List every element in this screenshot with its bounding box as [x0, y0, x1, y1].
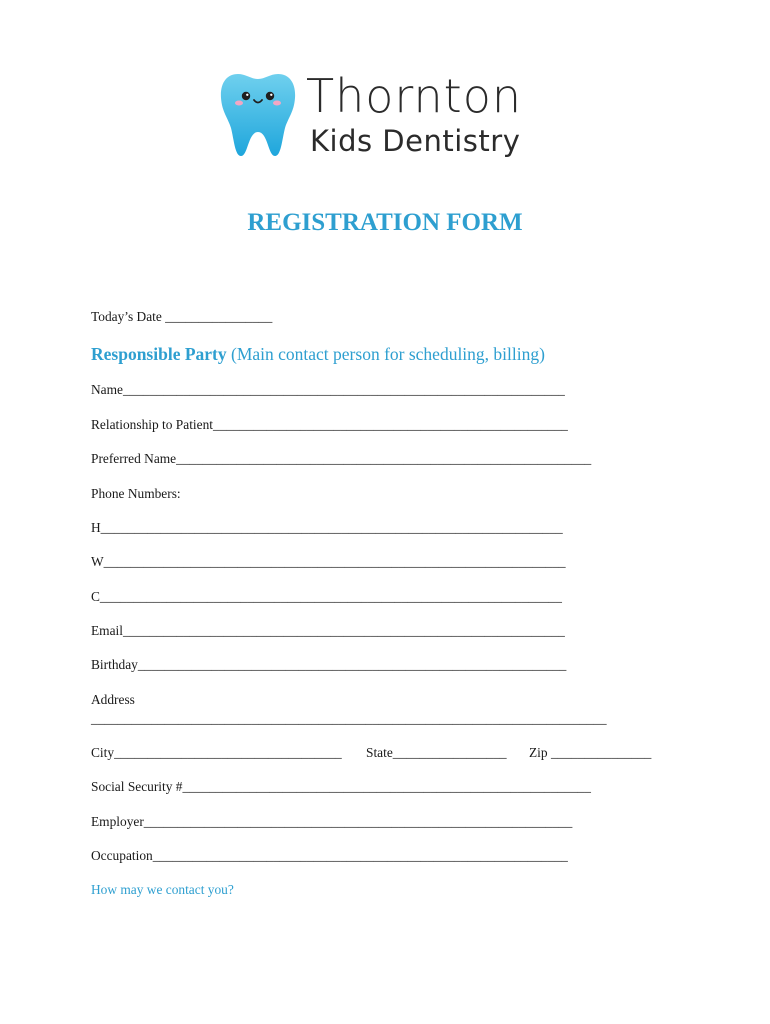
brand-name: Thornton	[306, 69, 522, 123]
section-heading-note: (Main contact person for scheduling, billing)	[226, 344, 545, 364]
logo	[218, 68, 558, 163]
state-field[interactable]: State_________________	[366, 745, 507, 760]
phone-numbers-label: Phone Numbers:	[91, 486, 181, 501]
section-heading	[91, 342, 545, 366]
phone-home-field[interactable]: H_____________________________________________________________________	[91, 520, 563, 535]
phone-work-field[interactable]: W_____________________________________________________________________	[91, 554, 566, 569]
address-label: Address	[91, 692, 135, 707]
section-heading-title: Responsible Party	[91, 344, 227, 364]
email-field[interactable]: Email__________________________________________________________________	[91, 623, 565, 638]
tooth-logo-icon	[218, 68, 298, 163]
form-title: REGISTRATION FORM	[247, 209, 523, 236]
employer-field[interactable]: Employer________________________________________________________________	[91, 814, 573, 829]
address-field[interactable]: _____________________________________________________________________________	[91, 711, 607, 726]
contact-prompt: How may we contact you?	[91, 882, 234, 897]
occupation-field[interactable]: Occupation______________________________________________________________	[91, 848, 568, 863]
city-field[interactable]: City__________________________________	[91, 745, 342, 760]
social-security-field[interactable]: Social Security #_____________________________________________________________	[91, 779, 591, 794]
brand-subtitle: Kids Dentistry	[310, 124, 521, 158]
phone-cell-field[interactable]: C_____________________________________________________________________	[91, 589, 562, 604]
todays-date-field[interactable]: Today’s Date ________________	[91, 309, 273, 324]
name-field[interactable]: Name__________________________________________________________________	[91, 382, 565, 397]
preferred-name-field[interactable]: Preferred Name______________________________________________________________	[91, 451, 592, 466]
relationship-field[interactable]: Relationship to Patient_____________________________________________________	[91, 417, 568, 432]
zip-field[interactable]: Zip _______________	[529, 745, 652, 760]
birthday-field[interactable]: Birthday________________________________________________________________	[91, 657, 567, 672]
